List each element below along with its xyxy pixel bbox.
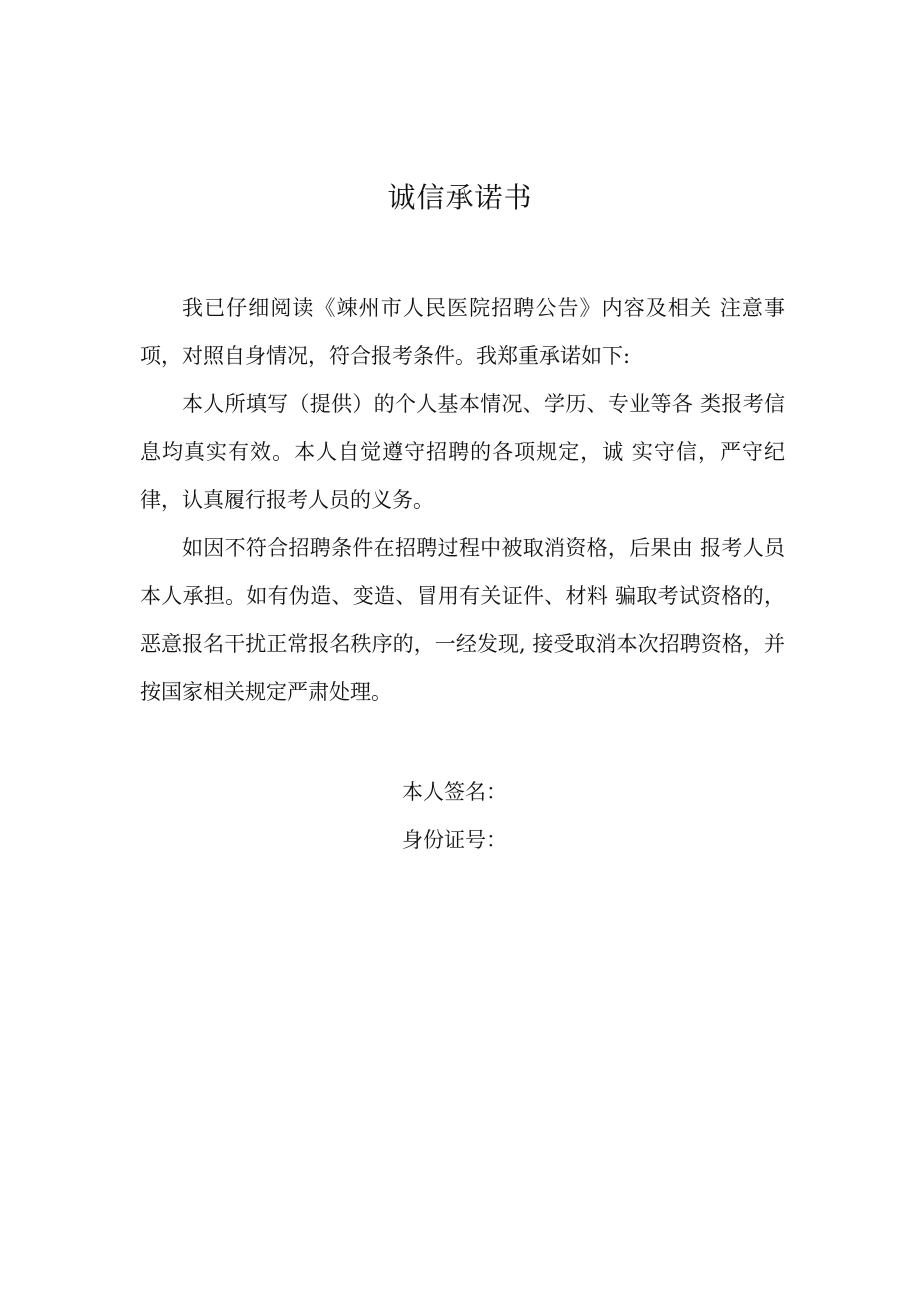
signature-block — [402, 768, 702, 864]
paragraph-commitment: 本人所填写（提供）的个人基本情况、学历、专业等各 类报考信息均真实有效。本人自觉遵守招聘的各项规定，诚 实守信，严守纪律，认真履行报考人员的义务。 — [140, 392, 785, 512]
document-body — [140, 284, 785, 716]
signature-name-label: 本人签名： — [402, 780, 507, 804]
paragraph-statement: 我已仔细阅读《竦州市人民医院招聘公告》内容及相关 注意事项，对照自身情况，符合报考条件。我郑重承诺如下: — [140, 296, 785, 368]
document-title: 诚信承诺书 — [387, 181, 533, 214]
id-number-label: 身份证号： — [402, 828, 507, 852]
paragraph-consequences: 如因不符合招聘条件在招聘过程中被取消资格，后果由 报考人员本人承担。如有伪造、变造、冒用有关证件、材料 骗取考试资格的，恶意报名干扰正常报名秩序的，一经发现, 接受取消本次招聘资格，并按国家相关规定严肃处理。 — [140, 536, 785, 704]
